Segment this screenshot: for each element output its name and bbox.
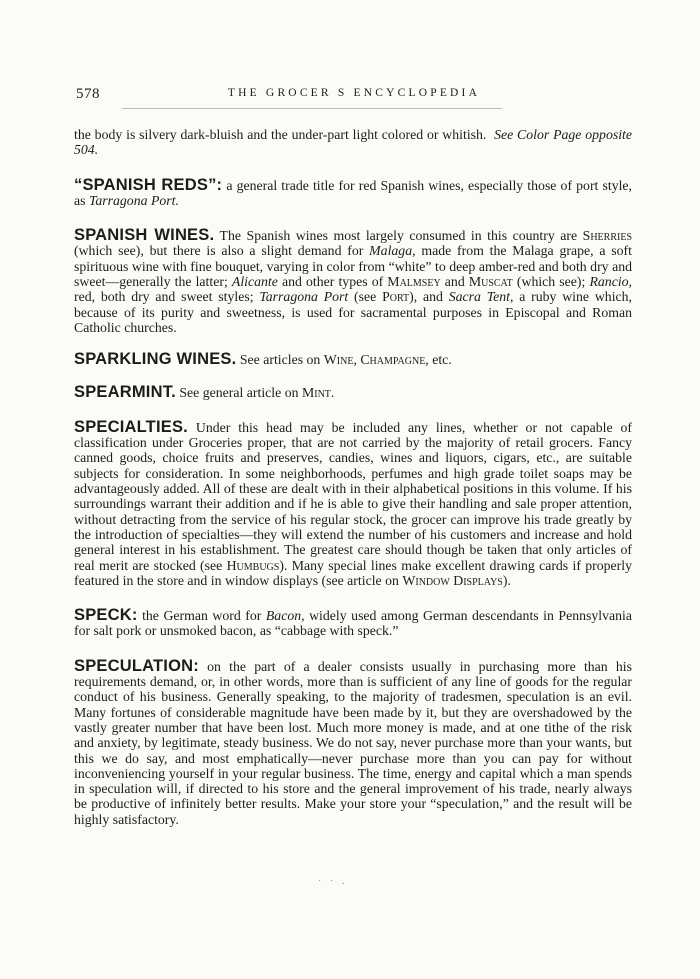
entry-text: red, both dry and sweet styles; [74, 289, 260, 305]
cross-reference: Humbugs [226, 557, 280, 573]
entry-specialties [74, 417, 632, 588]
entry-spearmint [74, 382, 632, 401]
entry-text: ). Many special lines make excellent drawing cards if properly featured in the store and in window displays (see article on [74, 557, 632, 588]
entry-speculation [74, 656, 632, 827]
entry-text: ). [502, 572, 511, 588]
cross-reference: Mint [301, 384, 331, 400]
headword: SPARKLING WINES. [74, 350, 237, 369]
entry-text: and [440, 274, 469, 290]
entry-sparkling-wines [74, 352, 632, 367]
entry-text: (which see), but there is also a slight demand for [74, 243, 370, 259]
see-color-page-ref: See Color Page opposite 504. [74, 127, 633, 158]
page-header [76, 86, 632, 106]
entry-text: See articles on [236, 352, 324, 368]
entry-text: See general article on [175, 384, 302, 400]
cross-reference: Wine, Champagne, [323, 352, 429, 368]
headword: SPEARMINT. [74, 382, 176, 401]
cross-reference: Window Displays [402, 572, 503, 588]
italic-term: Rancio, [589, 274, 632, 290]
entry-spanish-reds [74, 175, 632, 209]
entry-text: a ruby wine which, because of its purity and sweetness, is used for sacramental purposes in Episcopal and Roman Catholic churches. [74, 289, 632, 335]
italic-term: Sacra Tent, [448, 289, 514, 305]
header-rule [122, 108, 502, 109]
page-number: 578 [76, 86, 100, 102]
cross-reference: Muscat [468, 274, 513, 290]
entry-text: The Spanish wines most largely consumed in this country are [214, 228, 583, 244]
italic-term: Bacon, [265, 608, 305, 624]
print-speck-marks: ˙ ˙ · [318, 879, 348, 890]
entry-text: ), and [409, 289, 449, 305]
entry-text: (which see); [512, 274, 590, 290]
cross-reference: Sherries [582, 228, 632, 244]
entry-text: etc. [428, 352, 452, 368]
entry-text: (see [348, 289, 383, 305]
running-title: THE GROCER S ENCYCLOPEDIA [227, 87, 481, 99]
italic-term: Malaga, [369, 243, 416, 259]
entry-text: and other types of [277, 274, 388, 290]
headword: SPANISH WINES. [74, 226, 215, 245]
entry-text: on the part of a dealer consists usually in purchasing more than his requirements demand, or, in other words, more than is sufficient of any line of goods for the regular conduct of his business. Generally speaking, to the majority of tradesmen, speculation is an evil. Many fortunes of considerable magnitude have been made by it, but they are overshadowed by the vastly greater number that have been lost. Much more money is made, and at one tithe of the risk and anxiety, by legitimate, steady business. We do not say, never purchase more than your wants, but this we do say, and most emphatically—never purchase more than you can pay for without inconveniencing yourself in your regular business. The time, energy and capital which a man spends in speculation will, if directed to his store and the general improvement of his trade, nearly always be productive of infinitely better results. Make your store your “speculation,” and the result will be highly satisfactory. [74, 658, 632, 827]
entry-spanish-wines [74, 228, 632, 335]
entry-speck [74, 608, 632, 639]
headword: SPECK: [74, 606, 138, 625]
page-body [74, 127, 632, 827]
headword: SPECULATION: [74, 656, 199, 675]
italic-term: Tarragona Port. [88, 192, 179, 208]
continuation-text: the body is silvery dark-bluish and the under-part light colored or whitish. [74, 127, 487, 142]
entry-text: the German word for [137, 608, 266, 624]
entry-text: widely used among German descendants in Pennsylvania for salt pork or unsmoked bacon, as “cabbage with speck.” [74, 608, 632, 639]
cross-reference: Malmsey [387, 274, 441, 290]
headword: SPECIALTIES. [74, 417, 188, 436]
entry-text: a general trade title for red Spanish wines, especially those of port style, as [74, 177, 632, 208]
entry-text: Under this head may be included any lines, whether or not capable of classification under Groceries proper, that are not carried by the majority of retail grocers. Fancy canned goods, choice fruits and preserves, candies, wines and liquors, cigars, etc., are suitable subjects for consideration. In some neighborhoods, perfumes and high grade toilet soaps may be advantageously added. All of these are dealt with in their alphabetical positions in this volume. If his surroundings warrant their addition and if he is able to give their handling and sale proper attention, without detracting from the service of his regular stock, the grocer can improve his trade greatly by the introduction of specialties—they will extend the number of his customers and increase and hold general interest in his establishment. The greatest care should though be taken that only articles of real merit are stocked (see [74, 419, 632, 573]
continuation-paragraph [74, 127, 632, 158]
cross-reference: Port [382, 289, 410, 305]
italic-term: Alicante [231, 274, 278, 290]
italic-term: Tarragona Port [259, 289, 349, 305]
entry-text: made from the Malaga grape, a soft spirituous wine with fine bouquet, varying in color from “white” to deep amber-red and both dry and sweet—generally the latter; [74, 243, 632, 290]
entry-text: . [330, 384, 335, 400]
headword: “SPANISH REDS”: [74, 175, 223, 194]
